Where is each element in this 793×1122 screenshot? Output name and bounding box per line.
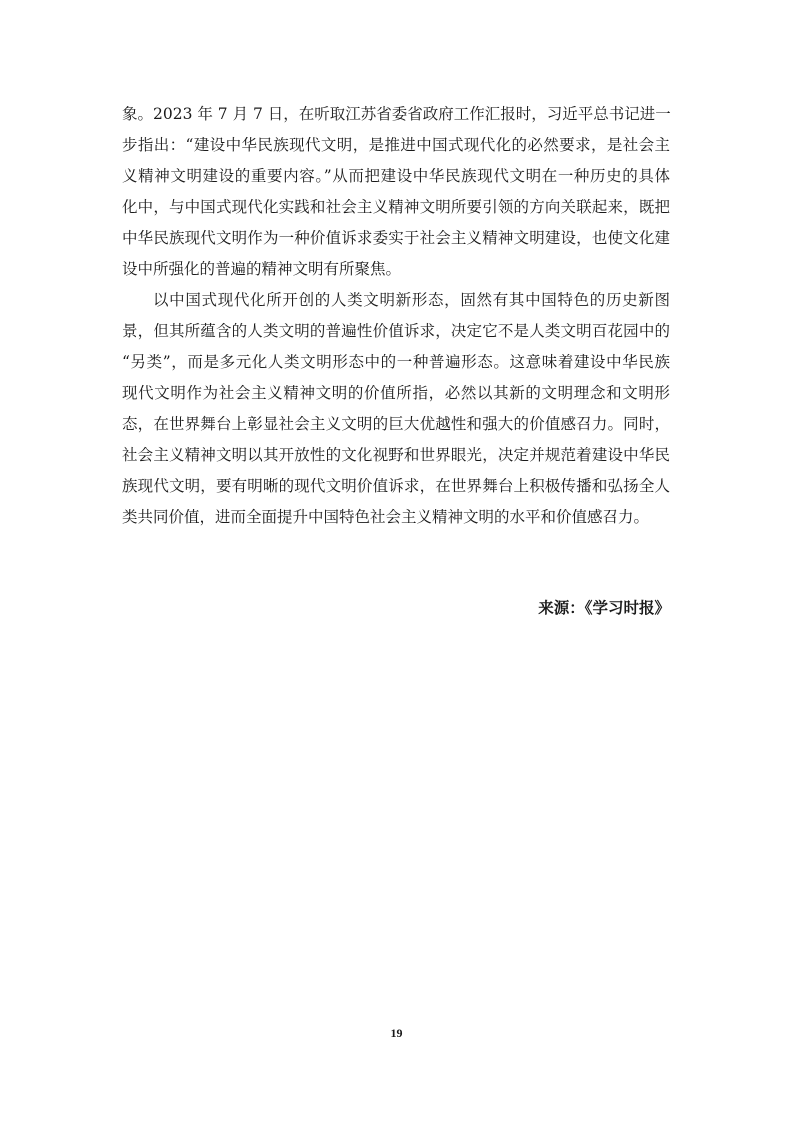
paragraph-2 bbox=[122, 285, 670, 533]
text-line: 现代文明作为社会主义精神文明的价值所指，必然以其新的文明理念和文明形 bbox=[122, 384, 670, 402]
text-line: 景，但其所蕴含的人类文明的普遍性价值诉求，决定它不是人类文明百花园中的 bbox=[122, 322, 670, 340]
text-line: 社会主义精神文明以其开放性的文化视野和世界眼光，决定并规范着建设中华民 bbox=[122, 446, 670, 464]
text-line: 类共同价值，进而全面提升中国特色社会主义精神文明的水平和价值感召力。 bbox=[122, 508, 650, 526]
text-line: 以中国式现代化所开创的人类文明新形态，固然有其中国特色的历史新图 bbox=[153, 291, 670, 309]
paragraph-1 bbox=[122, 99, 670, 285]
text-line: 象。2023 年 7 月 7 日，在听取江苏省委省政府工作汇报时，习近平总书记进一 bbox=[122, 105, 671, 123]
page-number: 19 bbox=[390, 1026, 403, 1040]
article-body bbox=[122, 99, 670, 533]
text-line: 化中，与中国式现代化实践和社会主义精神文明所要引领的方向关联起来，既把 bbox=[122, 198, 670, 216]
text-line: 义精神文明建设的重要内容。”从而把建设中华民族现代文明在一种历史的具体 bbox=[122, 167, 670, 185]
source-attribution: 来源：《学习时报》 bbox=[538, 599, 670, 617]
text-line: “另类”，而是多元化人类文明形态中的一种普遍形态。这意味着建设中华民族 bbox=[122, 353, 670, 371]
text-line: 中华民族现代文明作为一种价值诉求委实于社会主义精神文明建设，也使文化建 bbox=[122, 229, 670, 247]
text-line: 态，在世界舞台上彰显社会主义文明的巨大优越性和强大的价值感召力。同时， bbox=[122, 415, 670, 433]
text-line: 步指出：“建设中华民族现代文明，是推进中国式现代化的必然要求，是社会主 bbox=[122, 136, 670, 154]
text-line: 设中所强化的普遍的精神文明有所聚焦。 bbox=[122, 260, 402, 278]
text-line: 族现代文明，要有明晰的现代文明价值诉求，在世界舞台上积极传播和弘扬全人 bbox=[122, 477, 670, 495]
